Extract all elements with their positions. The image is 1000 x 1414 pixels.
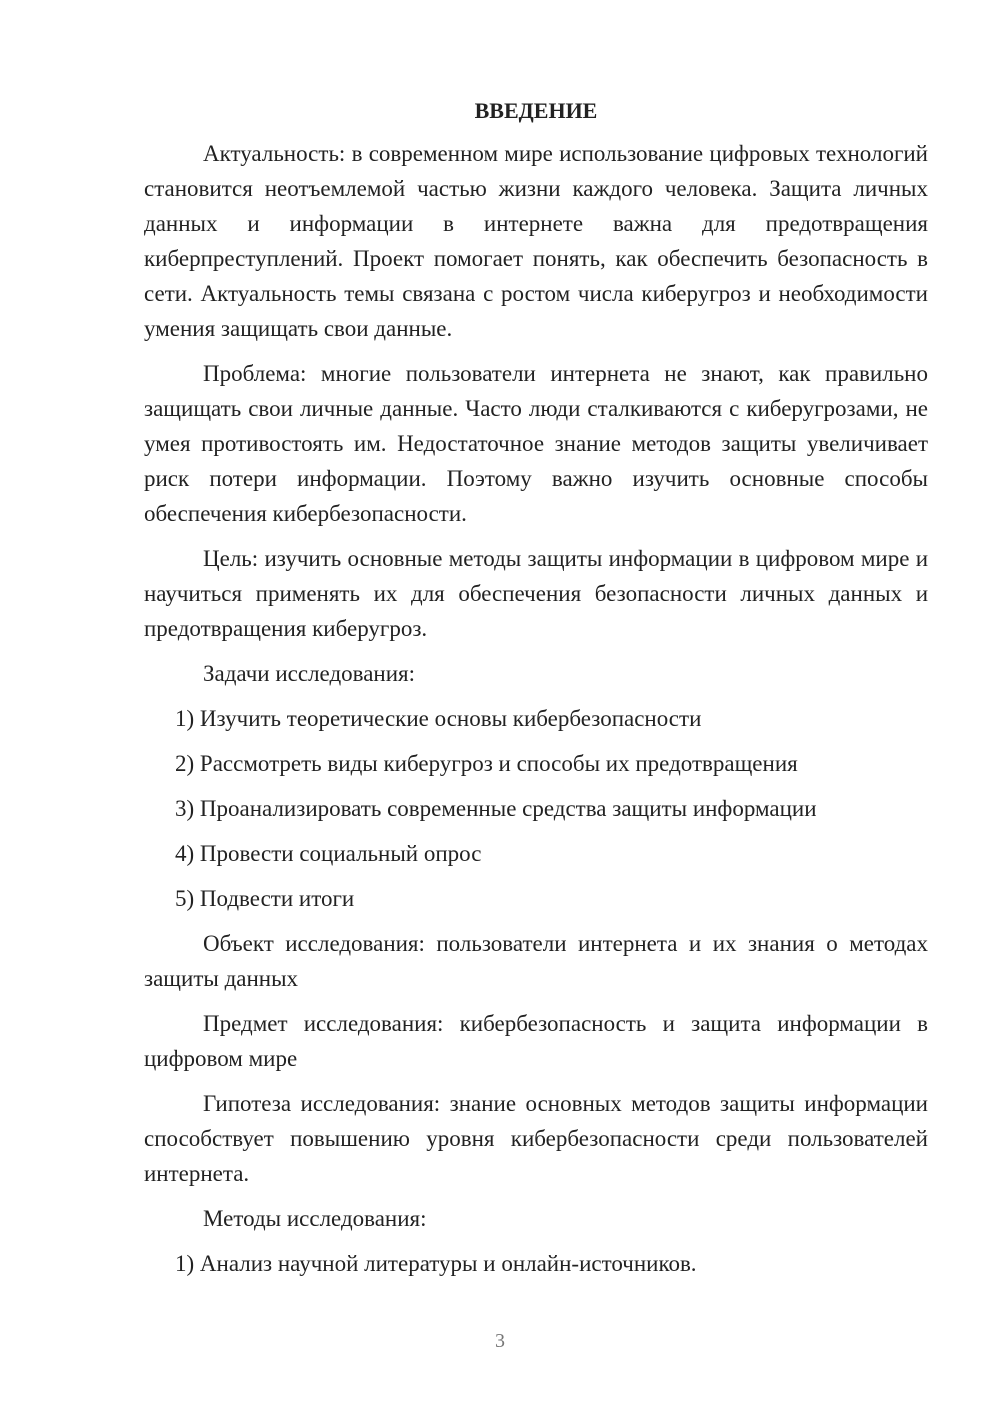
page-number: 3 xyxy=(495,1330,505,1352)
method-item: 1) Анализ научной литературы и онлайн-источников. xyxy=(175,1251,697,1276)
task-item: 2) Рассмотреть виды киберугроз и способы их предотвращения xyxy=(175,751,798,776)
section-heading: ВВЕДЕНИЕ xyxy=(474,98,598,123)
page-content xyxy=(144,94,928,1291)
methods-label: Методы исследования: xyxy=(203,1206,427,1231)
goal-paragraph: Цель: изучить основные методы защиты информации в цифровом мире и научиться применять их для обеспечения безопасности личных данных и предотвращения киберугроз. xyxy=(144,546,928,641)
tasks-label: Задачи исследования: xyxy=(203,661,416,686)
hypothesis-paragraph: Гипотеза исследования: знание основных методов защиты информации способствует повышению уровня кибербезопасности среди пользователей интернета. xyxy=(144,1091,928,1186)
task-item: 3) Проанализировать современные средства защиты информации xyxy=(175,796,817,821)
subject-paragraph: Предмет исследования: кибербезопасность и защита информации в цифровом мире xyxy=(144,1011,928,1071)
relevance-paragraph: Актуальность: в современном мире использование цифровых технологий становится неотъемлемой частью жизни каждого человека. Защита личных данных и информации в интернете важна для предотвращения киберпреступлений. Проект помогает понять, как обеспечить безопасность в сети. Актуальность темы связана с ростом числа киберугроз и необходимости умения защищать свои данные. xyxy=(144,141,928,341)
task-item: 5) Подвести итоги xyxy=(175,886,355,911)
task-item: 1) Изучить теоретические основы кибербезопасности xyxy=(175,706,702,731)
task-item: 4) Провести социальный опрос xyxy=(175,841,482,866)
problem-paragraph: Проблема: многие пользователи интернета не знают, как правильно защищать свои личные данные. Часто люди сталкиваются с киберугрозами, не умея противостоять им. Недостаточное знание методов защиты увеличивает риск потери информации. Поэтому важно изучить основные способы обеспечения кибербезопасности. xyxy=(144,361,928,526)
object-paragraph: Объект исследования: пользователи интернета и их знания о методах защиты данных xyxy=(144,931,928,991)
